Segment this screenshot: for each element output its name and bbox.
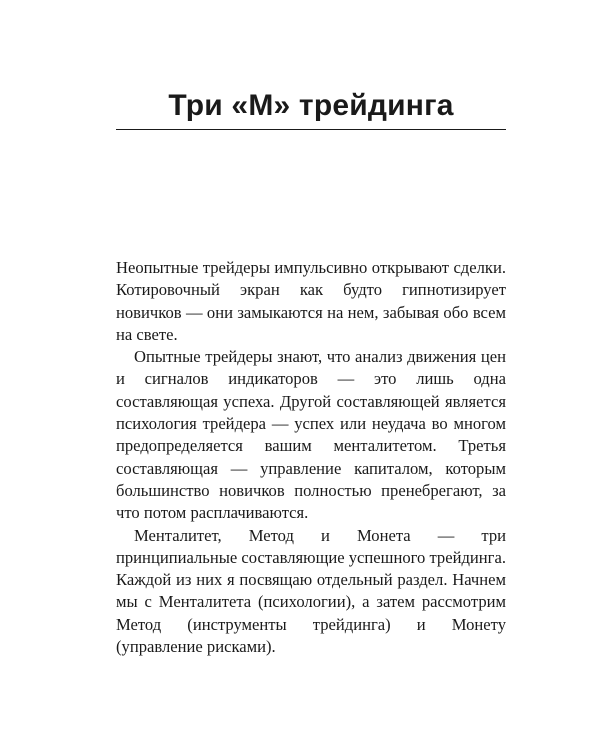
paragraph-3: Менталитет, Метод и Монета — три принципиальные составляющие успешного трейдинга. Каждой из них я посвящаю отдельный раздел. Начнем мы с Менталитета (психологии), а затем рассмотрим Метод (инструменты трейдинга) и Монету (управление рисками). <box>116 525 506 657</box>
chapter-body <box>116 257 506 658</box>
title-underline <box>116 129 506 130</box>
paragraph-1: Неопытные трейдеры импульсивно открывают сделки. Котировочный экран как будто гипнотизирует новичков — они замыкаются на нем, забывая обо всем на свете. <box>116 258 506 344</box>
paragraph-2: Опытные трейдеры знают, что анализ движения цен и сигналов индикаторов — это лишь одна составляющая успеха. Другой составляющей является психология трейдера — успех или неудача во многом предопределяется вашим менталитетом. Третья составляющая — управление капиталом, которым большинство новичков полностью пренебрегают, за что потом расплачиваются. <box>116 347 506 523</box>
chapter-title: Три «М» трейдинга <box>168 89 454 122</box>
